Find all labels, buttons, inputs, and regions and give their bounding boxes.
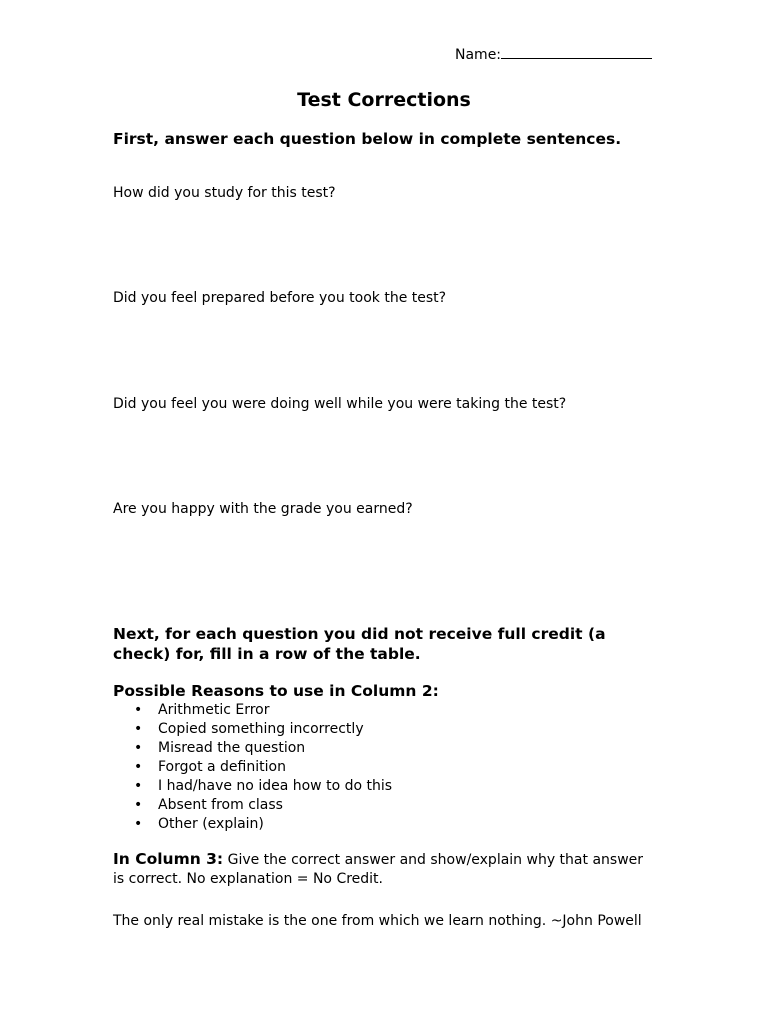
- name-label: Name:: [455, 47, 502, 63]
- bullet-icon: •: [134, 759, 143, 775]
- first-instruction: First, answer each question below in complete sentences.: [113, 130, 622, 148]
- column3-label: In Column 3:: [113, 850, 224, 868]
- question-study: How did you study for this test?: [113, 185, 336, 201]
- column3-text: Give the correct answer and show/explain why that answer is correct. No explanation = No Credit.: [113, 852, 644, 887]
- bullet-icon: •: [134, 740, 143, 756]
- next-instruction: Next, for each question you did not receive full credit (a check) for, fill in a row of the table.: [113, 625, 606, 663]
- reason-text: Forgot a definition: [158, 759, 286, 775]
- list-item: [113, 758, 392, 777]
- column3-instruction: [113, 850, 653, 889]
- reason-text: I had/have no idea how to do this: [158, 778, 393, 794]
- bullet-icon: •: [134, 797, 143, 813]
- page-title: Test Corrections: [297, 89, 471, 111]
- reason-text: Copied something incorrectly: [158, 721, 364, 737]
- list-item: [113, 720, 392, 739]
- name-blank-line: [501, 45, 652, 59]
- reason-text: Other (explain): [158, 816, 264, 832]
- list-item: [113, 815, 392, 834]
- bullet-icon: •: [134, 816, 143, 832]
- reason-text: Misread the question: [158, 740, 306, 756]
- bullet-icon: •: [134, 702, 143, 718]
- list-item: [113, 701, 392, 720]
- reasons-list: [113, 701, 392, 834]
- reason-text: Absent from class: [158, 797, 283, 813]
- bullet-icon: •: [134, 778, 143, 794]
- list-item: [113, 739, 392, 758]
- list-item: [113, 777, 392, 796]
- question-happy-grade: Are you happy with the grade you earned?: [113, 501, 413, 517]
- reasons-heading: Possible Reasons to use in Column 2:: [113, 682, 439, 700]
- question-prepared: Did you feel prepared before you took the test?: [113, 290, 447, 306]
- question-doing-well: Did you feel you were doing well while you were taking the test?: [113, 396, 567, 412]
- name-field: [455, 45, 652, 63]
- list-item: [113, 796, 392, 815]
- closing-quote: The only real mistake is the one from which we learn nothing. ~John Powell: [113, 913, 642, 929]
- bullet-icon: •: [134, 721, 143, 737]
- reason-text: Arithmetic Error: [158, 702, 270, 718]
